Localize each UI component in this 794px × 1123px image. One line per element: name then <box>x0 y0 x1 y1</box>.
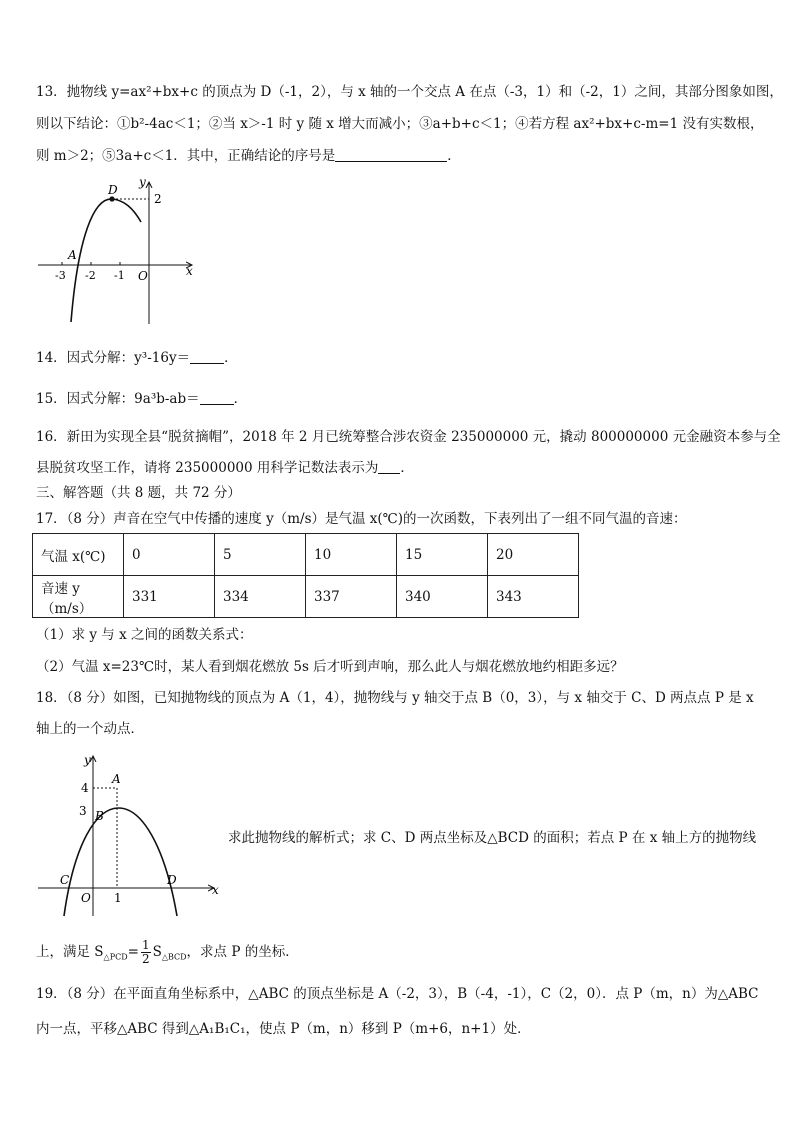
q18-line2: 轴上的一个动点． <box>36 721 144 737</box>
q13-label-2: 2 <box>154 192 162 206</box>
q14-line <box>36 348 238 368</box>
q18-label-B: B <box>95 809 104 823</box>
q18-fraction-numerator: 1 <box>141 938 150 952</box>
table-cell: 20 <box>488 534 579 576</box>
q18-label-x: x <box>212 883 219 897</box>
q13-label-x: x <box>186 264 193 278</box>
q18-label-O: O <box>81 891 91 905</box>
q18-fraction <box>141 939 151 966</box>
q16-line2 <box>36 458 414 478</box>
q15-line <box>36 389 247 409</box>
q18-line1: 18．（8 分）如图，已知抛物线的顶点为 A（1，4），抛物线与 y 轴交于点 B（0，3），与 x 轴交于 C、D 两点点 P 是 x <box>36 690 754 706</box>
table-cell: 5 <box>215 534 306 576</box>
q18-line3 <box>36 938 299 972</box>
q18-label-4: 4 <box>81 781 89 795</box>
table-cell: 334 <box>215 576 306 618</box>
table-header-speed: 音速 y（m/s） <box>33 576 124 618</box>
q19-line2: 内一点，平移△ABC 得到△A₁B₁C₁，使点 P（m，n）移到 P（m+6，n+1）处． <box>36 1021 531 1037</box>
table-cell: 337 <box>306 576 397 618</box>
q18-equals: = <box>127 944 139 960</box>
q14-end: ． <box>224 350 238 366</box>
q13-line3 <box>36 146 461 166</box>
q13-label-A: A <box>68 248 77 262</box>
q18-line3-d: ，求点 P 的坐标． <box>186 944 299 960</box>
q18-line3-a: 上，满足 S <box>36 944 104 960</box>
q13-parabola-figure <box>34 176 200 328</box>
q13-label-D: D <box>108 183 118 197</box>
q14-answer-blank[interactable] <box>190 349 224 364</box>
table-cell: 15 <box>397 534 488 576</box>
q16-end: ． <box>400 460 414 476</box>
q13-label-minus2: -2 <box>85 269 96 282</box>
q19-line1: 19．（8 分）在平面直角坐标系中，△ABC 的顶点坐标是 A（-2，3），B（-4，-1），C（2，0）．点 P（m，n）为△ABC <box>36 986 759 1002</box>
speed-table <box>32 533 579 618</box>
q13-line1: 13．抛物线 y=ax²+bx+c 的顶点为 D（-1，2），与 x 轴的一个交点 A 在点（-3，1）和（-2，1）之间，其部分图象如图， <box>36 84 783 100</box>
q18-parabola-figure <box>34 752 224 918</box>
section-3-heading: 三、解答题（共 8 题，共 72 分） <box>36 485 241 501</box>
q18-label-C: C <box>60 873 70 887</box>
table-cell: 331 <box>124 576 215 618</box>
q17-part1: （1）求 y 与 x 之间的函数关系式： <box>36 627 253 643</box>
q18-label-A: A <box>112 772 121 786</box>
table-header-temp: 气温 x(℃) <box>33 534 124 576</box>
table-row <box>33 534 579 576</box>
q15-answer-blank[interactable] <box>200 390 234 405</box>
q18-fraction-denominator: 2 <box>141 952 150 966</box>
q13-label-minus3: -3 <box>55 269 66 282</box>
q17-part2: （2）气温 x=23℃时，某人看到烟花燃放 5s 后才听到声响，那么此人与烟花燃放地约相距多远？ <box>36 659 624 675</box>
q15-end: ． <box>233 391 248 407</box>
table-cell: 10 <box>306 534 397 576</box>
q18-side-text: 求此抛物线的解析式；求 C、D 两点坐标及△BCD 的面积；若点 P 在 x 轴上方的抛物线 <box>228 830 757 846</box>
q13-line3-end: ． <box>447 148 461 164</box>
q17-intro: 17．（8 分）声音在空气中传播的速度 y（m/s）是气温 x(℃)的一次函数，下表列出了一组不同气温的音速： <box>36 511 687 527</box>
table-cell: 340 <box>397 576 488 618</box>
q16-line2-text: 县脱贫攻坚工作，请将 235000000 用科学记数法表示为 <box>36 460 379 476</box>
table-cell: 0 <box>124 534 215 576</box>
q13-answer-blank[interactable] <box>335 147 447 162</box>
q18-label-D: D <box>167 873 177 887</box>
q16-answer-blank[interactable] <box>378 459 400 474</box>
q18-label-3: 3 <box>79 804 87 818</box>
q13-line3-text: 则 m＞2；⑤3a+c＜1．其中，正确结论的序号是 <box>36 148 336 164</box>
q14-text: 14．因式分解：y³-16y＝ <box>36 350 191 366</box>
table-row <box>33 576 579 618</box>
q15-text: 15．因式分解：9a³b-ab＝ <box>36 391 200 407</box>
q13-label-y: y <box>139 176 146 189</box>
q18-line3-c: S <box>152 944 162 960</box>
q13-vertex-point <box>109 196 114 201</box>
table-cell: 343 <box>488 576 579 618</box>
q13-label-minus1: -1 <box>114 269 125 282</box>
q16-line1: 16．新田为实现全县“脱贫摘帽”，2018 年 2 月已统筹整合涉农资金 235000000 元，撬动 800000000 元金融资本参与全 <box>36 429 781 445</box>
q18-label-y: y <box>84 753 91 767</box>
q18-label-1: 1 <box>114 891 122 905</box>
q13-line2: 则以下结论：①b²-4ac＜1；②当 x＞-1 时 y 随 x 增大而减小；③a+b+c＜1；④若方程 ax²+bx+c-m=1 没有实数根， <box>36 116 764 132</box>
q18-sub-bcd: △BCD <box>161 952 187 962</box>
q13-label-O: O <box>138 269 148 283</box>
q18-sub-pcd: △PCD <box>103 952 128 962</box>
q13-parabola-curve <box>71 199 141 322</box>
